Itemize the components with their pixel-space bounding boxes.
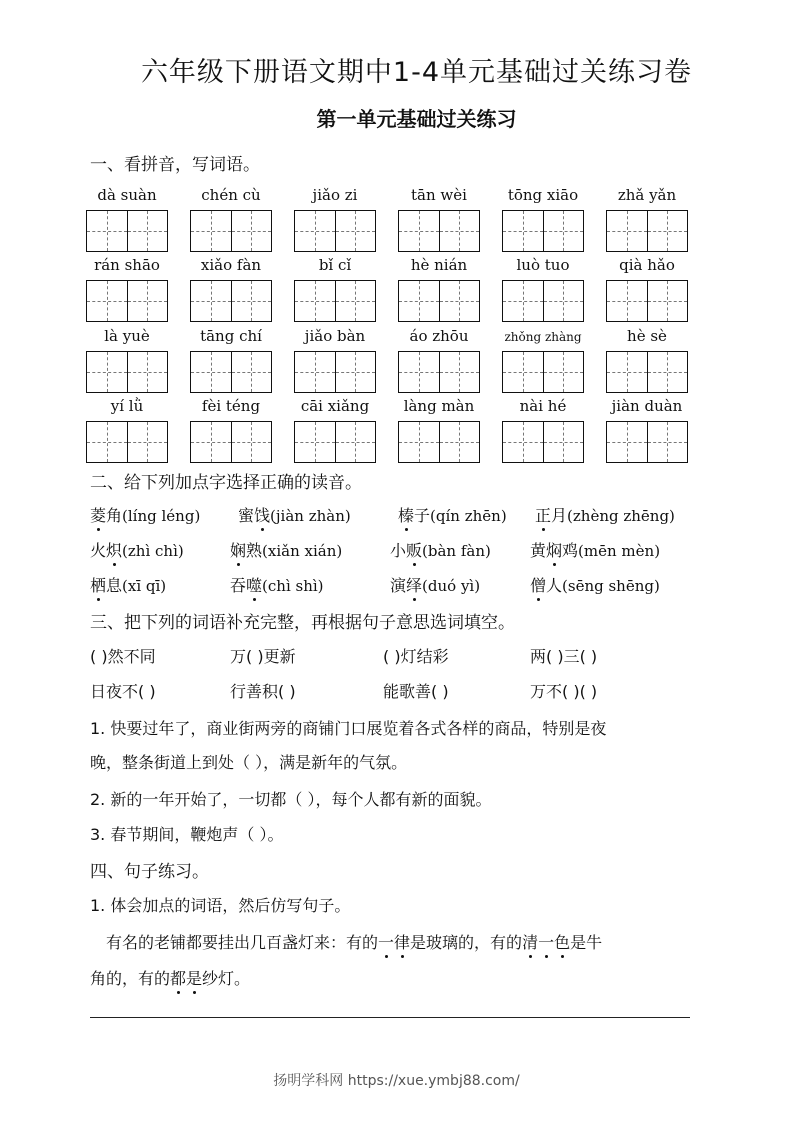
pinyin-options[interactable]: (chì shì) (262, 577, 324, 595)
character-write-box[interactable] (607, 211, 647, 251)
tianzige-box-pair (190, 210, 272, 252)
tianzige-box-pair (294, 351, 376, 393)
character-write-box[interactable] (543, 422, 584, 462)
section-3-heading: 三、把下列的词语补充完整，再根据句子意思选词填空。 (90, 613, 515, 633)
example-sentence-line-2: 角的，有的都是纱灯。 (90, 966, 250, 989)
pinyin-label: dà suàn (97, 186, 157, 204)
unit-subtitle: 第一单元基础过关练习 (316, 107, 517, 131)
pinyin-options[interactable]: (qín zhēn) (430, 507, 507, 525)
word-char: 熟 (246, 541, 263, 560)
character-write-box[interactable] (191, 281, 231, 321)
dotted-char: 一 (538, 930, 554, 953)
pinyin-options[interactable]: (líng léng) (122, 507, 201, 525)
dotted-char: 噬 (246, 573, 262, 596)
tianzige-box-pair (606, 351, 688, 393)
dotted-char: 栖 (90, 573, 106, 596)
tianzige-box-pair (86, 210, 168, 252)
question-4-1: 1. 体会加点的词语，然后仿写句子。 (90, 896, 351, 915)
character-write-box[interactable] (607, 281, 647, 321)
character-write-box[interactable] (503, 211, 543, 251)
character-write-box[interactable] (231, 211, 272, 251)
reading-item (90, 503, 200, 526)
character-write-box[interactable] (647, 422, 688, 462)
dotted-char: 正 (535, 503, 551, 526)
reading-item (90, 538, 184, 561)
character-write-box[interactable] (335, 211, 376, 251)
tianzige-box-pair (606, 421, 688, 463)
character-write-box[interactable] (439, 352, 480, 392)
tianzige-box-pair (86, 280, 168, 322)
dotted-char: 都 (170, 966, 186, 989)
pinyin-label: fèi téng (201, 397, 261, 415)
reading-item (390, 538, 491, 561)
character-write-box[interactable] (295, 422, 335, 462)
pinyin-options[interactable]: (xī qī) (122, 577, 167, 595)
reading-item (530, 538, 660, 561)
word-char: 子 (414, 506, 431, 525)
pinyin-options[interactable]: (duó yì) (422, 577, 481, 595)
tianzige-box-pair (86, 351, 168, 393)
character-write-box[interactable] (87, 281, 127, 321)
character-write-box[interactable] (295, 281, 335, 321)
character-write-box[interactable] (87, 422, 127, 462)
reading-item (90, 573, 166, 596)
reading-item (398, 503, 507, 526)
character-write-box[interactable] (127, 211, 168, 251)
tianzige-box-pair (502, 210, 584, 252)
character-write-box[interactable] (399, 211, 439, 251)
character-write-box[interactable] (295, 352, 335, 392)
tianzige-box-pair (502, 421, 584, 463)
pinyin-options[interactable]: (zhì chì) (122, 542, 184, 560)
tianzige-box-pair (294, 280, 376, 322)
pinyin-label: jiǎo bàn (304, 327, 366, 345)
tianzige-box-pair (398, 210, 480, 252)
section-4-heading: 四、句子练习。 (90, 862, 209, 882)
pinyin-label: yí lǜ (110, 397, 144, 415)
character-write-box[interactable] (503, 422, 543, 462)
dotted-char: 焖 (546, 538, 562, 561)
character-write-box[interactable] (127, 352, 168, 392)
dotted-char: 色 (554, 930, 570, 953)
pinyin-label: tān wèi (411, 186, 467, 204)
word-char: 鸡 (562, 541, 579, 560)
character-write-box[interactable] (439, 211, 480, 251)
tianzige-box-pair (190, 280, 272, 322)
pinyin-options[interactable]: (jiàn zhàn) (270, 507, 351, 525)
character-write-box[interactable] (647, 211, 688, 251)
character-write-box[interactable] (399, 352, 439, 392)
dotted-char: 僧 (530, 573, 546, 596)
pinyin-label: hè sè (627, 327, 667, 345)
character-write-box[interactable] (295, 211, 335, 251)
pinyin-label: nài hé (519, 397, 567, 415)
dotted-char: 榛 (398, 503, 414, 526)
pinyin-label: qià hǎo (619, 256, 675, 274)
reading-item (230, 538, 342, 561)
tianzige-box-pair (398, 280, 480, 322)
dotted-char: 律 (394, 930, 410, 953)
pinyin-label: cāi xiǎng (300, 397, 370, 415)
reading-item (230, 573, 324, 596)
reading-item (535, 503, 675, 526)
dotted-char: 饯 (254, 503, 270, 526)
character-write-box[interactable] (607, 352, 647, 392)
idiom-fill-blank[interactable]: ( )灯结彩 (383, 647, 449, 666)
pinyin-options[interactable]: (sēng shēng) (562, 577, 660, 595)
dotted-char: 绎 (406, 573, 422, 596)
tianzige-box-pair (294, 421, 376, 463)
pinyin-label: chén cù (201, 186, 261, 204)
character-write-box[interactable] (191, 352, 231, 392)
character-write-box[interactable] (191, 211, 231, 251)
character-write-box[interactable] (647, 352, 688, 392)
pinyin-label: tāng chí (200, 327, 262, 345)
pinyin-label: zhǒng zhàng (504, 330, 582, 344)
idiom-fill-blank[interactable]: 万不( )( ) (530, 682, 598, 701)
character-write-box[interactable] (335, 281, 376, 321)
pinyin-options[interactable]: (xiǎn xián) (262, 542, 343, 560)
character-write-box[interactable] (127, 281, 168, 321)
pinyin-label: rán shāo (94, 256, 160, 274)
character-write-box[interactable] (543, 352, 584, 392)
dotted-char: 一 (378, 930, 394, 953)
tianzige-box-pair (190, 351, 272, 393)
pinyin-options[interactable]: (mēn mèn) (578, 542, 661, 560)
tianzige-box-pair (398, 351, 480, 393)
character-write-box[interactable] (607, 422, 647, 462)
character-write-box[interactable] (399, 422, 439, 462)
dotted-char: 娴 (230, 538, 246, 561)
sentence-1a: 1. 快要过年了，商业街两旁的商铺门口展览着各式各样的商品，特别是夜 (90, 719, 607, 738)
character-write-box[interactable] (335, 352, 376, 392)
pinyin-options[interactable]: (zhèng zhēng) (567, 507, 675, 525)
character-write-box[interactable] (503, 352, 543, 392)
section-2-heading: 二、给下列加点字选择正确的读音。 (90, 473, 362, 493)
reading-item (238, 503, 351, 526)
tianzige-box-pair (294, 210, 376, 252)
idiom-fill-blank[interactable]: 两( )三( ) (530, 647, 598, 666)
character-write-box[interactable] (647, 281, 688, 321)
word-char: 月 (551, 506, 568, 525)
word-char: 黄 (530, 541, 547, 560)
dotted-char: 是 (186, 966, 202, 989)
character-write-box[interactable] (503, 281, 543, 321)
character-write-box[interactable] (87, 211, 127, 251)
footer-watermark: 扬明学科网 https://xue.ymbj88.com/ (273, 1073, 520, 1089)
character-write-box[interactable] (439, 422, 480, 462)
word-char: 火 (90, 541, 107, 560)
pinyin-label: hè nián (410, 256, 468, 274)
word-char: 蜜 (238, 506, 255, 525)
pinyin-label: xiǎo fàn (200, 256, 262, 274)
sentence-1b: 晚，整条街道上到处（ ），满是新年的气氛。 (90, 753, 408, 772)
pinyin-label: làng màn (403, 397, 475, 415)
example-sentence-line-1: 有名的老铺都要挂出几百盏灯来：有的一律是玻璃的，有的清一色是牛 (106, 930, 602, 953)
character-write-box[interactable] (543, 211, 584, 251)
word-char: 吞 (230, 576, 247, 595)
document-title: 六年级下册语文期中1-4单元基础过关练习卷 (140, 57, 693, 88)
character-write-box[interactable] (231, 281, 272, 321)
character-write-box[interactable] (191, 422, 231, 462)
pinyin-label: luò tuo (516, 256, 570, 274)
pinyin-label: jiàn duàn (611, 397, 683, 415)
section-1-heading: 一、看拼音，写词语。 (90, 155, 260, 175)
character-write-box[interactable] (543, 281, 584, 321)
character-write-box[interactable] (231, 422, 272, 462)
tianzige-box-pair (606, 210, 688, 252)
character-write-box[interactable] (439, 281, 480, 321)
tianzige-box-pair (606, 280, 688, 322)
pinyin-label: jiǎo zi (312, 186, 358, 204)
word-char: 小 (390, 541, 407, 560)
word-char: 息 (106, 576, 123, 595)
reading-item (530, 573, 660, 596)
answer-line[interactable] (90, 1017, 690, 1018)
tianzige-box-pair (398, 421, 480, 463)
pinyin-label: zhǎ yǎn (617, 186, 677, 204)
sentence-2: 2. 新的一年开始了，一切都（ ），每个人都有新的面貌。 (90, 790, 492, 809)
character-write-box[interactable] (335, 422, 376, 462)
idiom-fill-blank[interactable]: 能歌善( ) (383, 682, 449, 701)
tianzige-box-pair (190, 421, 272, 463)
dotted-char: 清 (522, 930, 538, 953)
character-write-box[interactable] (127, 422, 168, 462)
character-write-box[interactable] (231, 352, 272, 392)
dotted-char: 炽 (106, 538, 122, 561)
idiom-fill-blank[interactable]: 日夜不( ) (90, 682, 156, 701)
word-char: 人 (546, 576, 563, 595)
idiom-fill-blank[interactable]: 行善积( ) (230, 682, 296, 701)
pinyin-label: bǐ cǐ (318, 256, 352, 274)
tianzige-box-pair (86, 421, 168, 463)
dotted-char: 菱 (90, 503, 106, 526)
dotted-char: 贩 (406, 538, 422, 561)
word-char: 角 (106, 506, 123, 525)
tianzige-box-pair (502, 351, 584, 393)
sentence-3: 3. 春节期间，鞭炮声（ ）。 (90, 825, 284, 844)
character-write-box[interactable] (399, 281, 439, 321)
pinyin-label: tōng xiāo (507, 186, 579, 204)
tianzige-box-pair (502, 280, 584, 322)
character-write-box[interactable] (87, 352, 127, 392)
word-char: 演 (390, 576, 407, 595)
idiom-fill-blank[interactable]: ( )然不同 (90, 647, 156, 666)
pinyin-options[interactable]: (bàn fàn) (422, 542, 491, 560)
pinyin-label: là yuè (104, 327, 150, 345)
pinyin-label: áo zhōu (409, 327, 469, 345)
idiom-fill-blank[interactable]: 万( )更新 (230, 647, 296, 666)
reading-item (390, 573, 480, 596)
